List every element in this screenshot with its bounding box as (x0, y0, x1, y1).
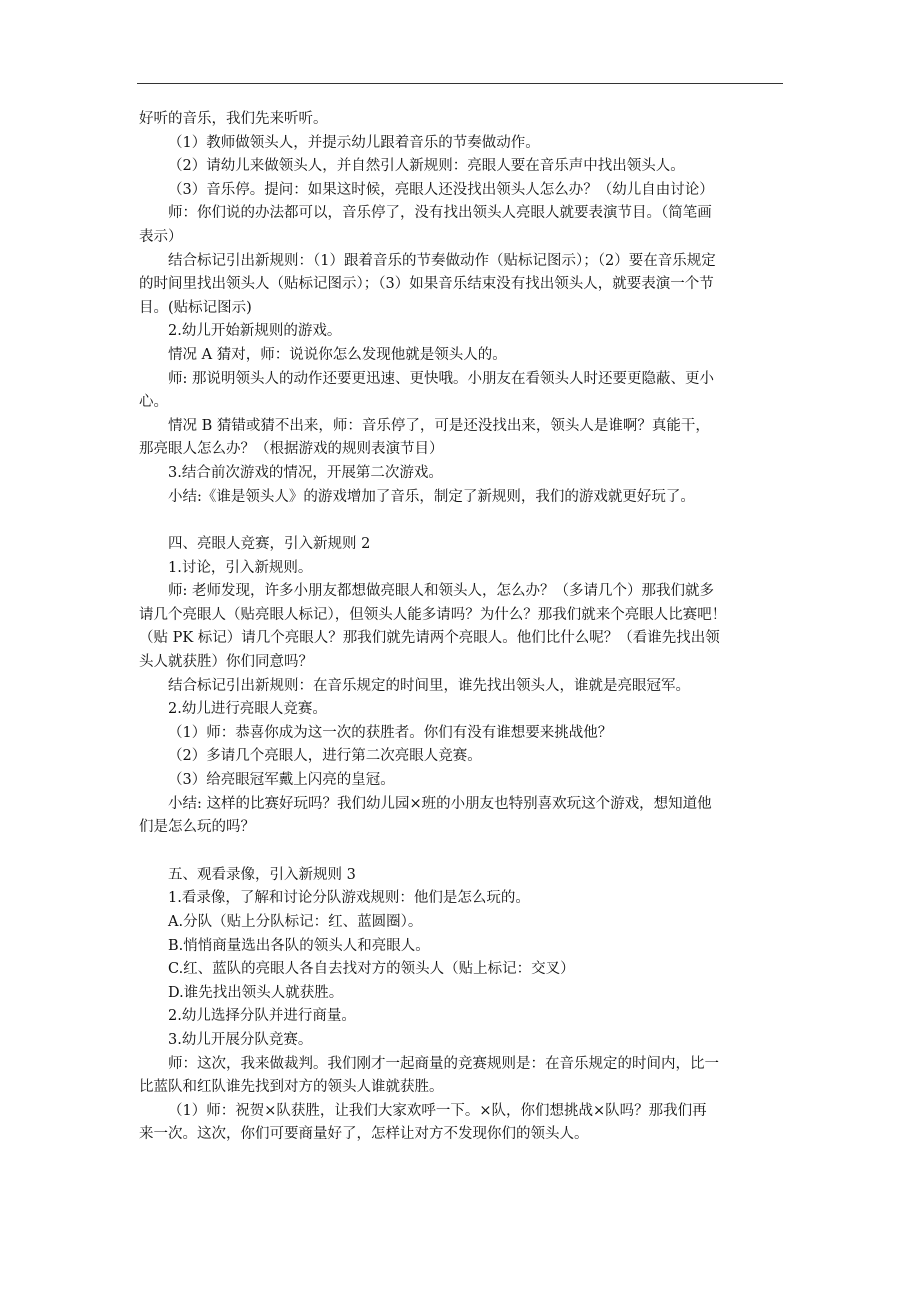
text-line: 师：你们说的办法都可以，音乐停了，没有找出领头人亮眼人就要表演节目。（简笔画 (168, 205, 712, 222)
paragraph (139, 533, 789, 557)
text-line: 小结:《谁是领头人》的游戏增加了音乐，制定了新规则，我们的游戏就更好玩了。 (168, 488, 695, 505)
paragraph (139, 344, 789, 368)
paragraph (139, 179, 789, 203)
paragraph (139, 320, 789, 344)
paragraph (139, 1100, 789, 1147)
paragraph (139, 155, 789, 179)
text-line: 来一次。这次，你们可要商量好了，怎样让对方不发现你们的领头人。 (139, 1126, 589, 1143)
text-line: 3.结合前次游戏的情况，开展第二次游戏。 (168, 464, 443, 481)
text-line: 好听的音乐，我们先来听听。 (139, 111, 328, 127)
paragraph (139, 415, 789, 462)
text-line: 情况 B 猜错或猜不出来，师：音乐停了，可是还没找出来，领头人是谁啊？真能干， (168, 417, 710, 434)
text-line: 3.幼儿开展分队竞赛。 (168, 1031, 313, 1048)
paragraph (139, 911, 789, 935)
text-line: 四、亮眼人竞赛，引入新规则 2 (168, 536, 371, 553)
section-gap (139, 840, 789, 864)
paragraph (139, 368, 789, 415)
paragraph (139, 769, 789, 793)
text-line: 目。(贴标记图示) (139, 299, 252, 316)
paragraph (139, 793, 789, 840)
text-line: D.谁先找出领头人就获胜。 (168, 984, 344, 1001)
paragraph (139, 250, 789, 321)
text-line: 结合标记引出新规则：（1）跟着音乐的节奏做动作（贴标记图示）；（2）要在音乐规定 (168, 252, 716, 269)
paragraph (139, 486, 789, 510)
paragraph (139, 722, 789, 746)
paragraph (139, 1029, 789, 1053)
header-rule (137, 83, 783, 84)
paragraph (139, 887, 789, 911)
text-line: 情况 A 猜对，师：说说你怎么发现他就是领头人的。 (168, 346, 507, 363)
text-line: 的时间里找出领头人（贴标记图示）；（3）如果音乐结束没有找出领头人，就要表演一个节 (139, 276, 714, 293)
text-line: （2）多请几个亮眼人，进行第二次亮眼人竞赛。 (168, 748, 482, 765)
text-line: 头人就获胜）你们同意吗？ (139, 654, 313, 671)
text-line: 2.幼儿进行亮眼人竞赛。 (168, 701, 327, 718)
paragraph (139, 958, 789, 982)
text-line: 师: 那说明领头人的动作还要更迅速、更快哦。小朋友在看领头人时还要更隐蔽、更小 (168, 370, 714, 387)
text-line: 1.看录像，了解和讨论分队游戏规则：他们是怎么玩的。 (168, 890, 530, 907)
text-line: 五、观看录像，引入新规则 3 (168, 866, 356, 883)
text-line: 结合标记引出新规则：在音乐规定的时间里，谁先找出领头人，谁就是亮眼冠军。 (168, 677, 690, 694)
text-line: 1.讨论，引入新规则。 (168, 559, 313, 576)
paragraph (139, 557, 789, 581)
text-line: 小结: 这样的比赛好玩吗？我们幼儿园×班的小朋友也特别喜欢玩这个游戏，想知道他 (168, 795, 712, 812)
text-line: （1）教师做领头人，并提示幼儿跟着音乐的节奏做动作。 (168, 134, 540, 151)
paragraph (139, 580, 789, 674)
section-gap (139, 509, 789, 533)
paragraph (139, 745, 789, 769)
paragraph (139, 202, 789, 249)
paragraph (139, 132, 789, 156)
document-body (139, 108, 789, 1147)
text-line: C.红、蓝队的亮眼人各自去找对方的领头人（贴上标记：交叉） (168, 961, 575, 978)
paragraph (139, 982, 789, 1006)
text-line: 师: 老师发现，许多小朋友都想做亮眼人和领头人，怎么办？（多请几个）那我们就多 (168, 583, 714, 600)
paragraph (139, 108, 789, 132)
text-line: 师：这次，我来做裁判。我们刚才一起商量的竞赛规则是：在音乐规定的时间内，比一 (168, 1055, 719, 1072)
paragraph (139, 864, 789, 888)
text-line: （1）师：祝贺×队获胜，让我们大家欢呼一下。×队，你们想挑战×队吗？那我们再 (168, 1102, 707, 1119)
text-line: （3）给亮眼冠军戴上闪亮的皇冠。 (168, 772, 395, 789)
text-line: （贴 PK 标记）请几个亮眼人？那我们就先请两个亮眼人。他们比什么呢？（看谁先找出领 (139, 630, 720, 647)
paragraph (139, 698, 789, 722)
text-line: 请几个亮眼人（贴亮眼人标记），但领头人能多请吗？为什么？那我们就来个亮眼人比赛吧！ (139, 606, 727, 623)
text-line: 们是怎么玩的吗？ (139, 819, 255, 836)
text-line: （1）师：恭喜你成为这一次的获胜者。你们有没有谁想要来挑战他？ (168, 724, 613, 741)
paragraph (139, 675, 789, 699)
text-line: 2.幼儿选择分队并进行商量。 (168, 1008, 356, 1025)
text-line: （2）请幼儿来做领头人，并自然引人新规则：亮眼人要在音乐声中找出领头人。 (168, 158, 685, 175)
paragraph (139, 1053, 789, 1100)
text-line: 2.幼儿开始新规则的游戏。 (168, 323, 342, 340)
paragraph (139, 935, 789, 959)
text-line: （3）音乐停。提问：如果这时候，亮眼人还没找出领头人怎么办？（幼儿自由讨论） (168, 181, 714, 198)
text-line: B.悄悄商量选出各队的领头人和亮眼人。 (168, 937, 430, 954)
paragraph (139, 462, 789, 486)
text-line: 心。 (139, 394, 168, 411)
text-line: 表示） (139, 228, 183, 245)
text-line: 比蓝队和红队谁先找到对方的领头人谁就获胜。 (139, 1079, 444, 1096)
text-line: 那亮眼人怎么办？（根据游戏的规则表演节目） (139, 441, 444, 458)
text-line: A.分队（贴上分队标记：红、蓝圆圈）。 (168, 914, 423, 930)
paragraph (139, 1005, 789, 1029)
